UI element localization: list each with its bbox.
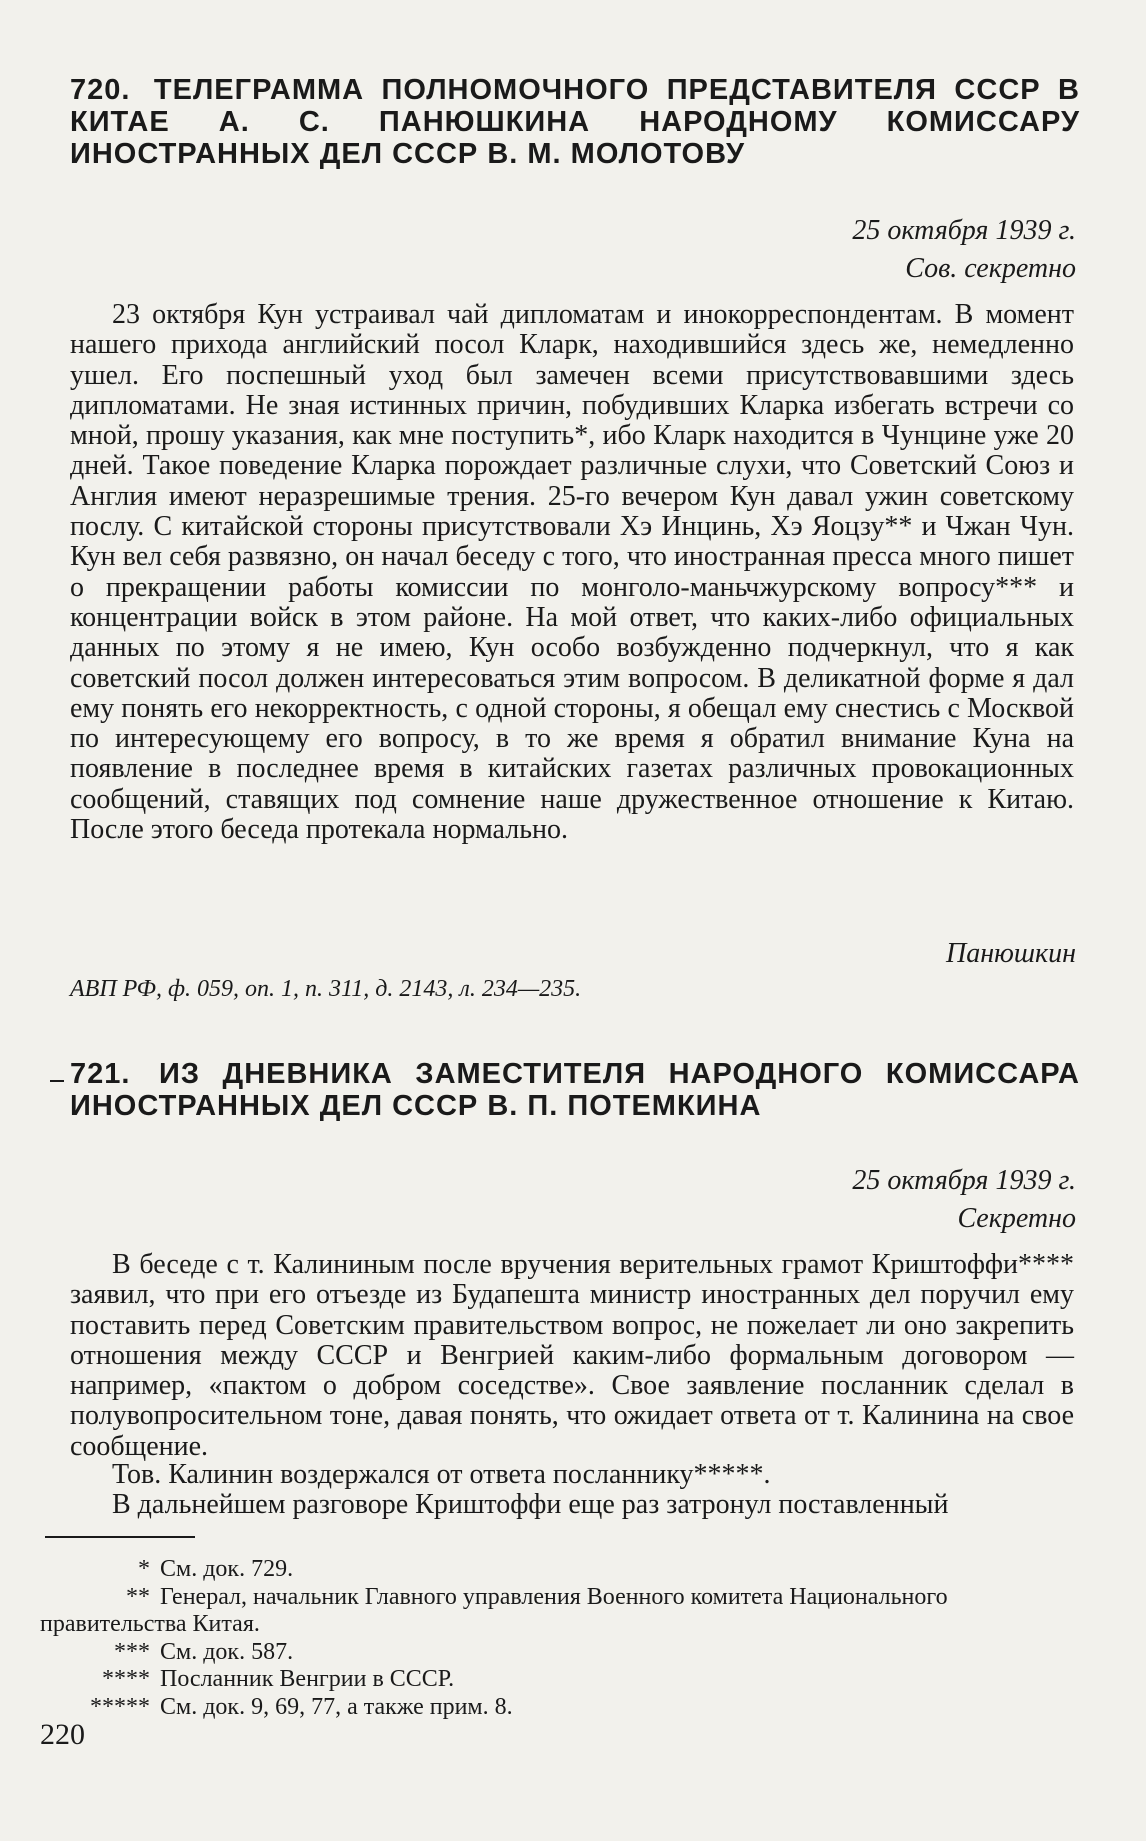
footnote	[40, 1584, 1080, 1639]
page-number: 220	[40, 1718, 85, 1751]
doc-720-archive-ref: АВП РФ, ф. 059, оп. 1, п. 311, д. 2143, л. 234—235.	[70, 976, 582, 1002]
doc-721-paragraph-3: В дальнейшем разговоре Криштоффи еще раз затронул поставленный	[112, 1489, 949, 1520]
footnote-mark: **	[126, 1583, 150, 1610]
doc-721-classification: Секретно	[957, 1203, 1076, 1234]
footnote-text: См. док. 729.	[160, 1556, 294, 1582]
doc-720-number: 720.	[70, 74, 131, 106]
footnote-mark: *	[138, 1556, 150, 1582]
footnote-text: Генерал, начальник Главного управления Военного комитета Национального правительства Китая.	[40, 1583, 948, 1638]
footnote-mark: ****	[102, 1666, 150, 1693]
doc-720-classification: Сов. секретно	[905, 253, 1076, 284]
footnote-mark: *****	[90, 1693, 150, 1720]
doc-721-date: 25 октября 1939 г.	[852, 1165, 1076, 1196]
footnote-separator	[45, 1536, 195, 1538]
doc-721-paragraph-1: В беседе с т. Калининым после вручения верительных грамот Криштоффи**** заявил, что при его отъезде из Будапешта министр иностранных дел поручил ему поставить перед Советским правительством вопрос, не пожелает ли оно закрепить отношения между СССР и Венгрией каким-либо формальным договором — например, «пактом о добром соседстве». Свое заявление посланник сделал в полувопросительном тоне, давая понять, что ожидает ответа от т. Калинина на свое сообщение.	[70, 1249, 1074, 1462]
doc-721-paragraph-2: Тов. Калинин воздержался от ответа посланнику*****.	[112, 1459, 771, 1490]
doc-720-body: 23 октября Кун устраивал чай дипломатам и инокорреспондентам. В момент нашего прихода английский посол Кларк, находившийся здесь же, немедленно ушел. Его поспешный уход был замечен всеми присутствовавшими здесь дипломатами. Не зная истинных причин, побудивших Кларка избегать встречи со мной, прошу указания, как мне поступить*, ибо Кларк находится в Чунцине уже 20 дней. Такое поведение Кларка порождает различные слухи, что Советский Союз и Англия имеют неразрешимые трения. 25-го вечером Кун давал ужин советскому послу. С китайской стороны присутствовали Хэ Инцинь, Хэ Яоцзу** и Чжан Чун. Кун вел себя развязно, он начал беседу с того, что иностранная пресса много пишет о прекращении работы комиссии по монголо-маньчжурскому вопросу*** и концентрации войск в этом районе. На мой ответ, что каких-либо официальных данных по этому я не имею, Кун особо возбужденно подчеркнул, что я как советский посол должен интересоваться этим вопросом. В деликатной форме я дал ему понять его некорректность, с одной стороны, я обещал ему снестись с Москвой по интересующему его вопросу, в то же время я обратил внимание Куна на появление в последнее время в китайских газетах различных провокационных сообщений, ставящих под сомнение наше дружественное отношение к Китаю. После этого беседа протекала нормально.	[70, 299, 1074, 846]
doc-720-heading	[70, 74, 1080, 170]
footnote-text: См. док. 9, 69, 77, а также прим. 8.	[160, 1693, 513, 1720]
footnote	[40, 1556, 1080, 1584]
doc-720-signature: Панюшкин	[946, 938, 1076, 969]
footnote-text: См. док. 587.	[160, 1638, 294, 1665]
footnote	[40, 1694, 1080, 1722]
footnote-text: Посланник Венгрии в СССР.	[160, 1666, 455, 1693]
footnote	[40, 1639, 1080, 1667]
margin-mark	[50, 1080, 64, 1082]
doc-720-dateline	[852, 212, 1076, 288]
doc-720-title: ТЕЛЕГРАММА ПОЛНОМОЧНОГО ПРЕДСТАВИТЕЛЯ СССР В КИТАЕ А. С. ПАНЮШКИНА НАРОДНОМУ КОМИССАРУ ИНОСТРАННЫХ ДЕЛ СССР В. М. МОЛОТОВУ	[70, 74, 1080, 170]
doc-721-dateline	[852, 1162, 1076, 1238]
footnotes	[40, 1556, 1080, 1722]
doc-721-number: 721.	[70, 1058, 131, 1090]
doc-721-heading	[70, 1058, 1080, 1122]
footnote-mark: ***	[114, 1638, 150, 1665]
doc-720-date: 25 октября 1939 г.	[852, 215, 1076, 246]
footnote	[40, 1666, 1080, 1694]
doc-721-title: ИЗ ДНЕВНИКА ЗАМЕСТИТЕЛЯ НАРОДНОГО КОМИССАРА ИНОСТРАННЫХ ДЕЛ СССР В. П. ПОТЕМКИНА	[70, 1058, 1081, 1122]
